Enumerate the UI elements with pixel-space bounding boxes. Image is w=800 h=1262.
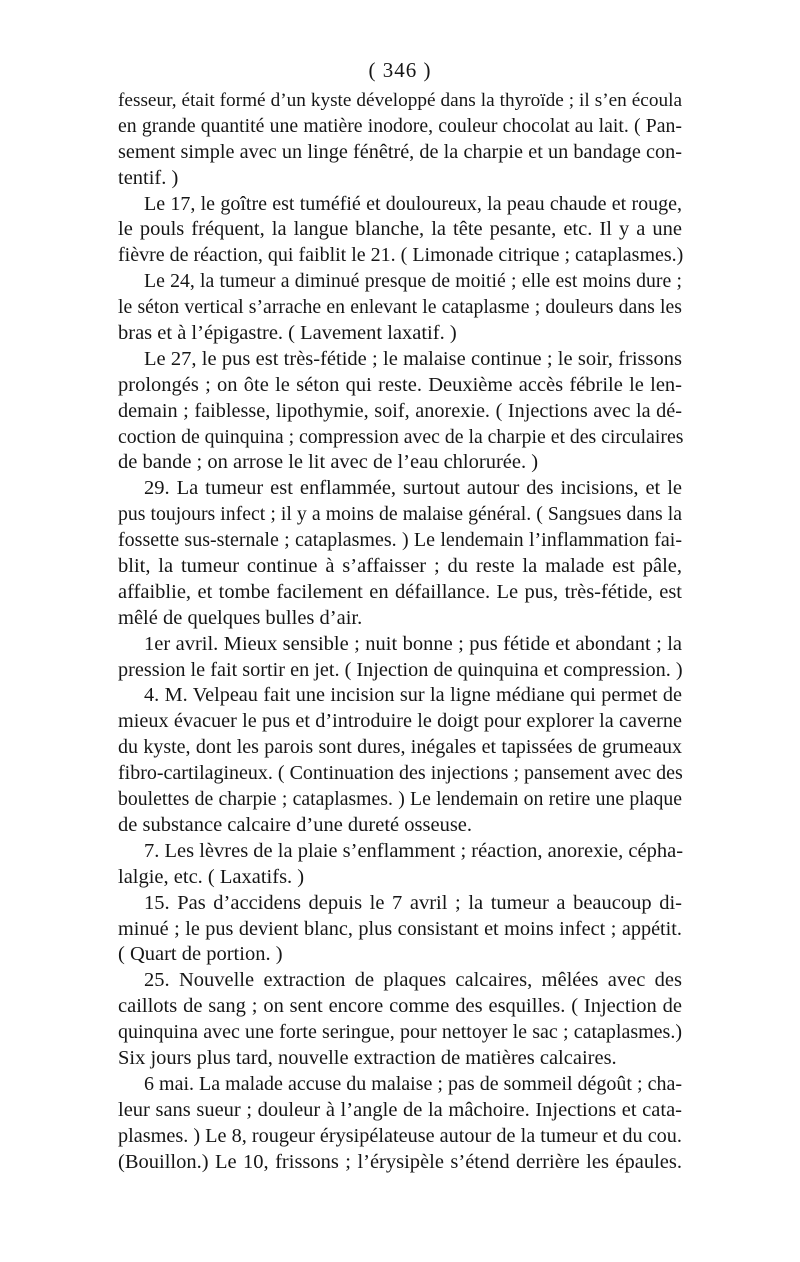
text-line: prolongés ; on ôte le séton qui reste. Deuxième accès fébrile le len-: [118, 373, 682, 396]
text-line: 29. La tumeur est enflammée, surtout autour des incisions, et le: [144, 477, 682, 500]
text-line: minué ; le pus devient blanc, plus consistant et moins infect ; appétit.: [118, 917, 682, 940]
page-number: ( 346 ): [368, 58, 432, 82]
text-line: du kyste, dont les parois sont dures, inégales et tapissées de grumeaux: [118, 736, 682, 759]
text-line: fesseur, était formé d’un kyste développé dans la thyroïde ; il s’en écoula: [118, 90, 682, 111]
text-line: sement simple avec un linge fénêtré, de la charpie et un bandage con-: [118, 140, 682, 163]
text-line: pus toujours infect ; il y a moins de malaise général. ( Sangsues dans la: [118, 503, 682, 526]
text-line: caillots de sang ; on sent encore comme des esquilles. ( Injection de: [118, 995, 682, 1018]
text-line: mieux évacuer le pus et d’introduire le doigt pour explorer la caverne: [118, 710, 682, 733]
text-line: pression le fait sortir en jet. ( Injection de quinquina et compression. ): [118, 658, 683, 681]
text-line: le pouls fréquent, la langue blanche, la tête pesante, etc. Il y a une: [118, 218, 682, 241]
text-line: 4. M. Velpeau fait une incision sur la ligne médiane qui permet de: [144, 684, 682, 707]
text-line: en grande quantité une matière inodore, couleur chocolat au lait. ( Pan-: [118, 114, 682, 137]
text-line: mêlé de quelques bulles d’air.: [118, 606, 363, 629]
text-line: de substance calcaire d’une dureté osseuse.: [118, 813, 473, 836]
text-line: leur sans sueur ; douleur à l’angle de la mâchoire. Injections et cata-: [118, 1098, 682, 1121]
text-line: ( Quart de portion. ): [118, 943, 283, 966]
text-line: 6 mai. La malade accuse du malaise ; pas de sommeil dégoût ; cha-: [144, 1072, 682, 1095]
text-line: Le 24, la tumeur a diminué presque de moitié ; elle est moins dure ;: [144, 270, 682, 293]
text-line: Le 17, le goître est tuméfié et douloureux, la peau chaude et rouge,: [144, 192, 682, 215]
text-line: tentif. ): [118, 166, 179, 189]
text-line: coction de quinquina ; compression avec de la charpie et des circulaires: [118, 425, 684, 448]
text-line: plasmes. ) Le 8, rougeur érysipélateuse autour de la tumeur et du cou.: [118, 1124, 682, 1147]
text-line: boulettes de charpie ; cataplasmes. ) Le lendemain on retire une plaque: [118, 788, 682, 811]
text-line: fibro-cartilagineux. ( Continuation des injections ; pansement avec des: [118, 762, 683, 785]
text-line: le séton vertical s’arrache en enlevant le cataplasme ; douleurs dans les: [118, 296, 682, 319]
text-line: 15. Pas d’accidens depuis le 7 avril ; la tumeur a beaucoup di-: [144, 891, 682, 914]
text-line: Le 27, le pus est très-fétide ; le malaise continue ; le soir, frissons: [144, 347, 682, 370]
text-line: affaiblie, et tombe facilement en défaillance. Le pus, très-fétide, est: [118, 580, 682, 603]
text-line: fossette sus-sternale ; cataplasmes. ) Le lendemain l’inflammation fai-: [118, 529, 682, 552]
text-line: 1er avril. Mieux sensible ; nuit bonne ; pus fétide et abondant ; la: [144, 632, 682, 655]
text-line: 25. Nouvelle extraction de plaques calcaires, mêlées avec des: [144, 969, 682, 992]
body-text: [118, 88, 682, 1175]
text-line: quinquina avec une forte seringue, pour nettoyer le sac ; cataplasmes.): [118, 1021, 682, 1044]
text-line: (Bouillon.) Le 10, frissons ; l’érysipèle s’étend derrière les épaules.: [118, 1150, 682, 1173]
text-line: bras et à l’épigastre. ( Lavement laxatif. ): [118, 322, 457, 345]
text-line: fièvre de réaction, qui faiblit le 21. ( Limonade citrique ; cataplasmes.): [118, 244, 684, 267]
text-line: blit, la tumeur continue à s’affaisser ; du reste la malade est pâle,: [118, 555, 682, 578]
text-line: demain ; faiblesse, lipothymie, soif, anorexie. ( Injections avec la dé-: [118, 399, 682, 422]
text-line: 7. Les lèvres de la plaie s’enflamment ; réaction, anorexie, cépha-: [144, 839, 684, 862]
text-line: Six jours plus tard, nouvelle extraction de matières calcaires.: [118, 1046, 617, 1069]
text-line: de bande ; on arrose le lit avec de l’eau chlorurée. ): [118, 451, 539, 474]
text-line: lalgie, etc. ( Laxatifs. ): [118, 865, 305, 888]
